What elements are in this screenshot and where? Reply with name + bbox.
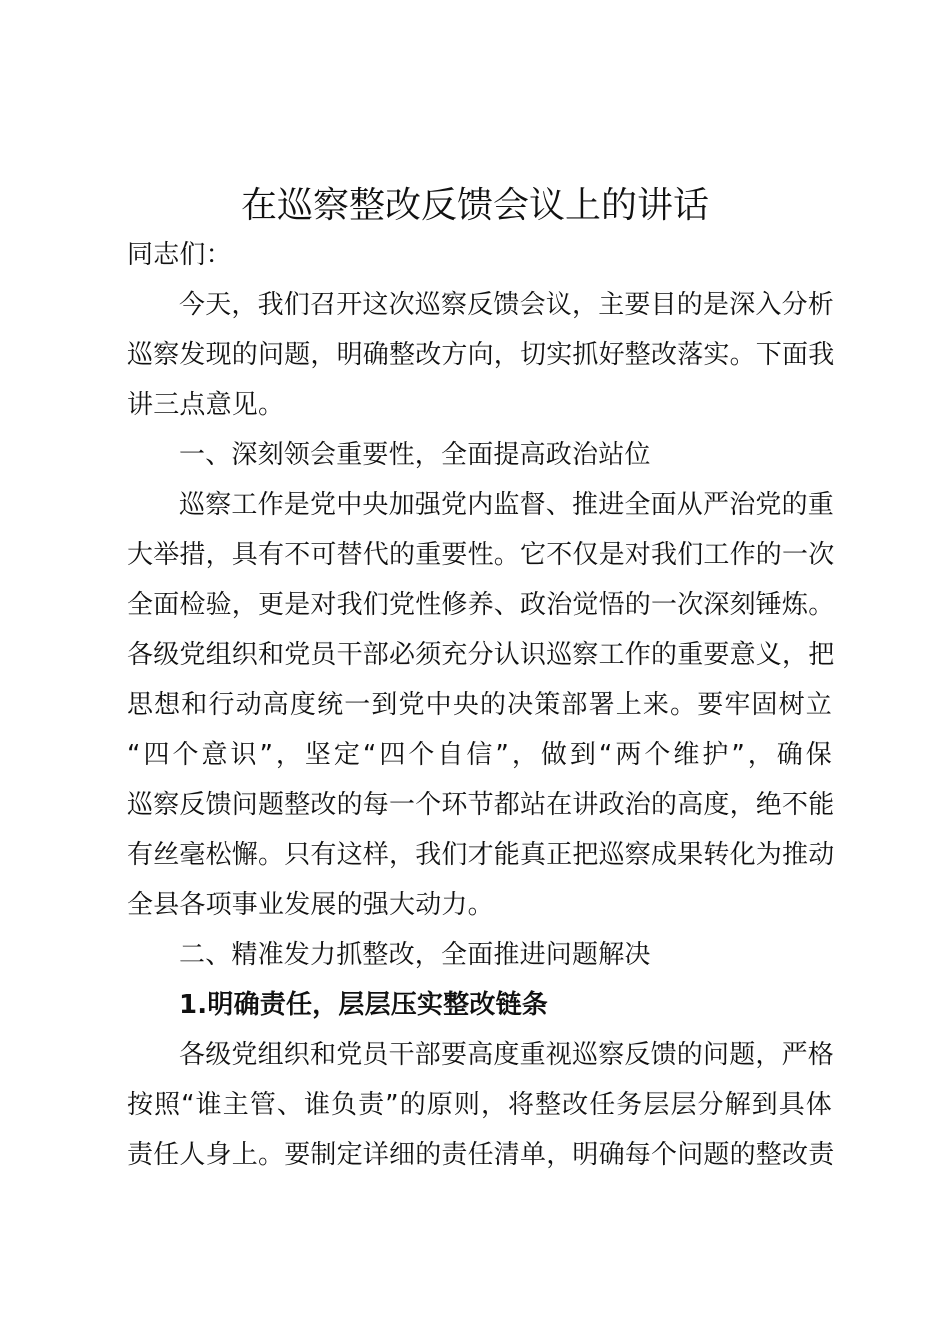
paragraph-line: “四个意识”，坚定“四个自信”，做到“两个维护”，确保 (127, 740, 832, 770)
paragraph-line: 大举措，具有不可替代的重要性。它不仅是对我们工作的一次 (127, 540, 835, 570)
paragraph-line: 责任人身上。要制定详细的责任清单，明确每个问题的整改责 (127, 1140, 835, 1170)
paragraph-line: 按照“谁主管、谁负责”的原则，将整改任务层层分解到具体 (127, 1090, 832, 1120)
paragraph-line: 各级党组织和党员干部必须充分认识巡察工作的重要意义，把 (127, 640, 835, 670)
salutation: 同志们： (127, 240, 232, 270)
section-heading-2: 二、精准发力抓整改，全面推进问题解决 (179, 940, 651, 970)
paragraph-line: 全面检验，更是对我们党性修养、政治觉悟的一次深刻锤炼。 (127, 590, 835, 620)
document-body (127, 230, 835, 1180)
paragraph-line: 巡察工作是党中央加强党内监督、推进全面从严治党的重 (179, 490, 835, 520)
paragraph-line: 全县各项事业发展的强大动力。 (127, 890, 494, 920)
paragraph-line: 今天，我们召开这次巡察反馈会议，主要目的是深入分析 (179, 290, 835, 320)
subsection-heading: 1.明确责任，层层压实整改链条 (179, 990, 548, 1020)
paragraph-line: 各级党组织和党员干部要高度重视巡察反馈的问题，严格 (179, 1040, 835, 1070)
paragraph-line: 有丝毫松懈。只有这样，我们才能真正把巡察成果转化为推动 (127, 840, 835, 870)
document-title: 在巡察整改反馈会议上的讲话 (240, 185, 709, 226)
paragraph-line: 巡察发现的问题，明确整改方向，切实抓好整改落实。下面我 (127, 340, 835, 370)
section-heading-1: 一、深刻领会重要性，全面提高政治站位 (179, 440, 651, 470)
paragraph-line: 巡察反馈问题整改的每一个环节都站在讲政治的高度，绝不能 (127, 790, 835, 820)
paragraph-line: 讲三点意见。 (127, 390, 285, 420)
paragraph-line: 思想和行动高度统一到党中央的决策部署上来。要牢固树立 (127, 690, 832, 720)
